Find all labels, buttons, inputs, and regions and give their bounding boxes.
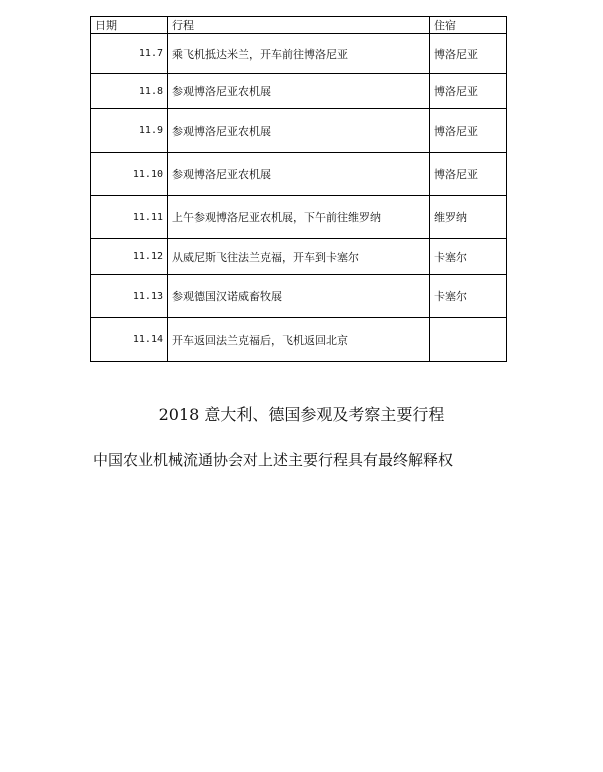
table-row	[91, 74, 507, 109]
header-date: 日期	[91, 17, 168, 34]
row-date: 11.13	[91, 275, 168, 318]
row-plan: 乘飞机抵达米兰，开车前往博洛尼亚	[168, 34, 430, 74]
row-stay: 博洛尼亚	[430, 109, 507, 153]
itinerary-table	[90, 16, 507, 362]
table-row	[91, 109, 507, 153]
table-row	[91, 275, 507, 318]
row-stay	[430, 318, 507, 362]
table-row	[91, 239, 507, 275]
row-plan: 参观博洛尼亚农机展	[168, 109, 430, 153]
row-stay: 卡塞尔	[430, 275, 507, 318]
row-stay: 博洛尼亚	[430, 34, 507, 74]
row-date: 11.10	[91, 153, 168, 196]
itinerary-title: 2018 意大利、德国参观及考察主要行程	[158, 405, 445, 424]
row-date: 11.7	[91, 34, 168, 74]
row-stay: 博洛尼亚	[430, 74, 507, 109]
row-stay: 卡塞尔	[430, 239, 507, 275]
table-row	[91, 34, 507, 74]
interpretation-notice: 中国农业机械流通协会对上述主要行程具有最终解释权	[93, 451, 454, 469]
row-date: 11.12	[91, 239, 168, 275]
row-date: 11.8	[91, 74, 168, 109]
row-date: 11.9	[91, 109, 168, 153]
table-row	[91, 318, 507, 362]
header-stay: 住宿	[430, 17, 507, 34]
table-header-row	[91, 17, 507, 34]
row-date: 11.11	[91, 196, 168, 239]
row-stay: 博洛尼亚	[430, 153, 507, 196]
table-row	[91, 196, 507, 239]
row-plan: 开车返回法兰克福后，飞机返回北京	[168, 318, 430, 362]
row-plan: 参观德国汉诺威畜牧展	[168, 275, 430, 318]
row-plan: 参观博洛尼亚农机展	[168, 74, 430, 109]
row-plan: 从威尼斯飞往法兰克福，开车到卡塞尔	[168, 239, 430, 275]
header-plan: 行程	[168, 17, 430, 34]
row-date: 11.14	[91, 318, 168, 362]
row-plan: 参观博洛尼亚农机展	[168, 153, 430, 196]
row-stay: 维罗纳	[430, 196, 507, 239]
row-plan: 上午参观博洛尼亚农机展，下午前往维罗纳	[168, 196, 430, 239]
table-row	[91, 153, 507, 196]
